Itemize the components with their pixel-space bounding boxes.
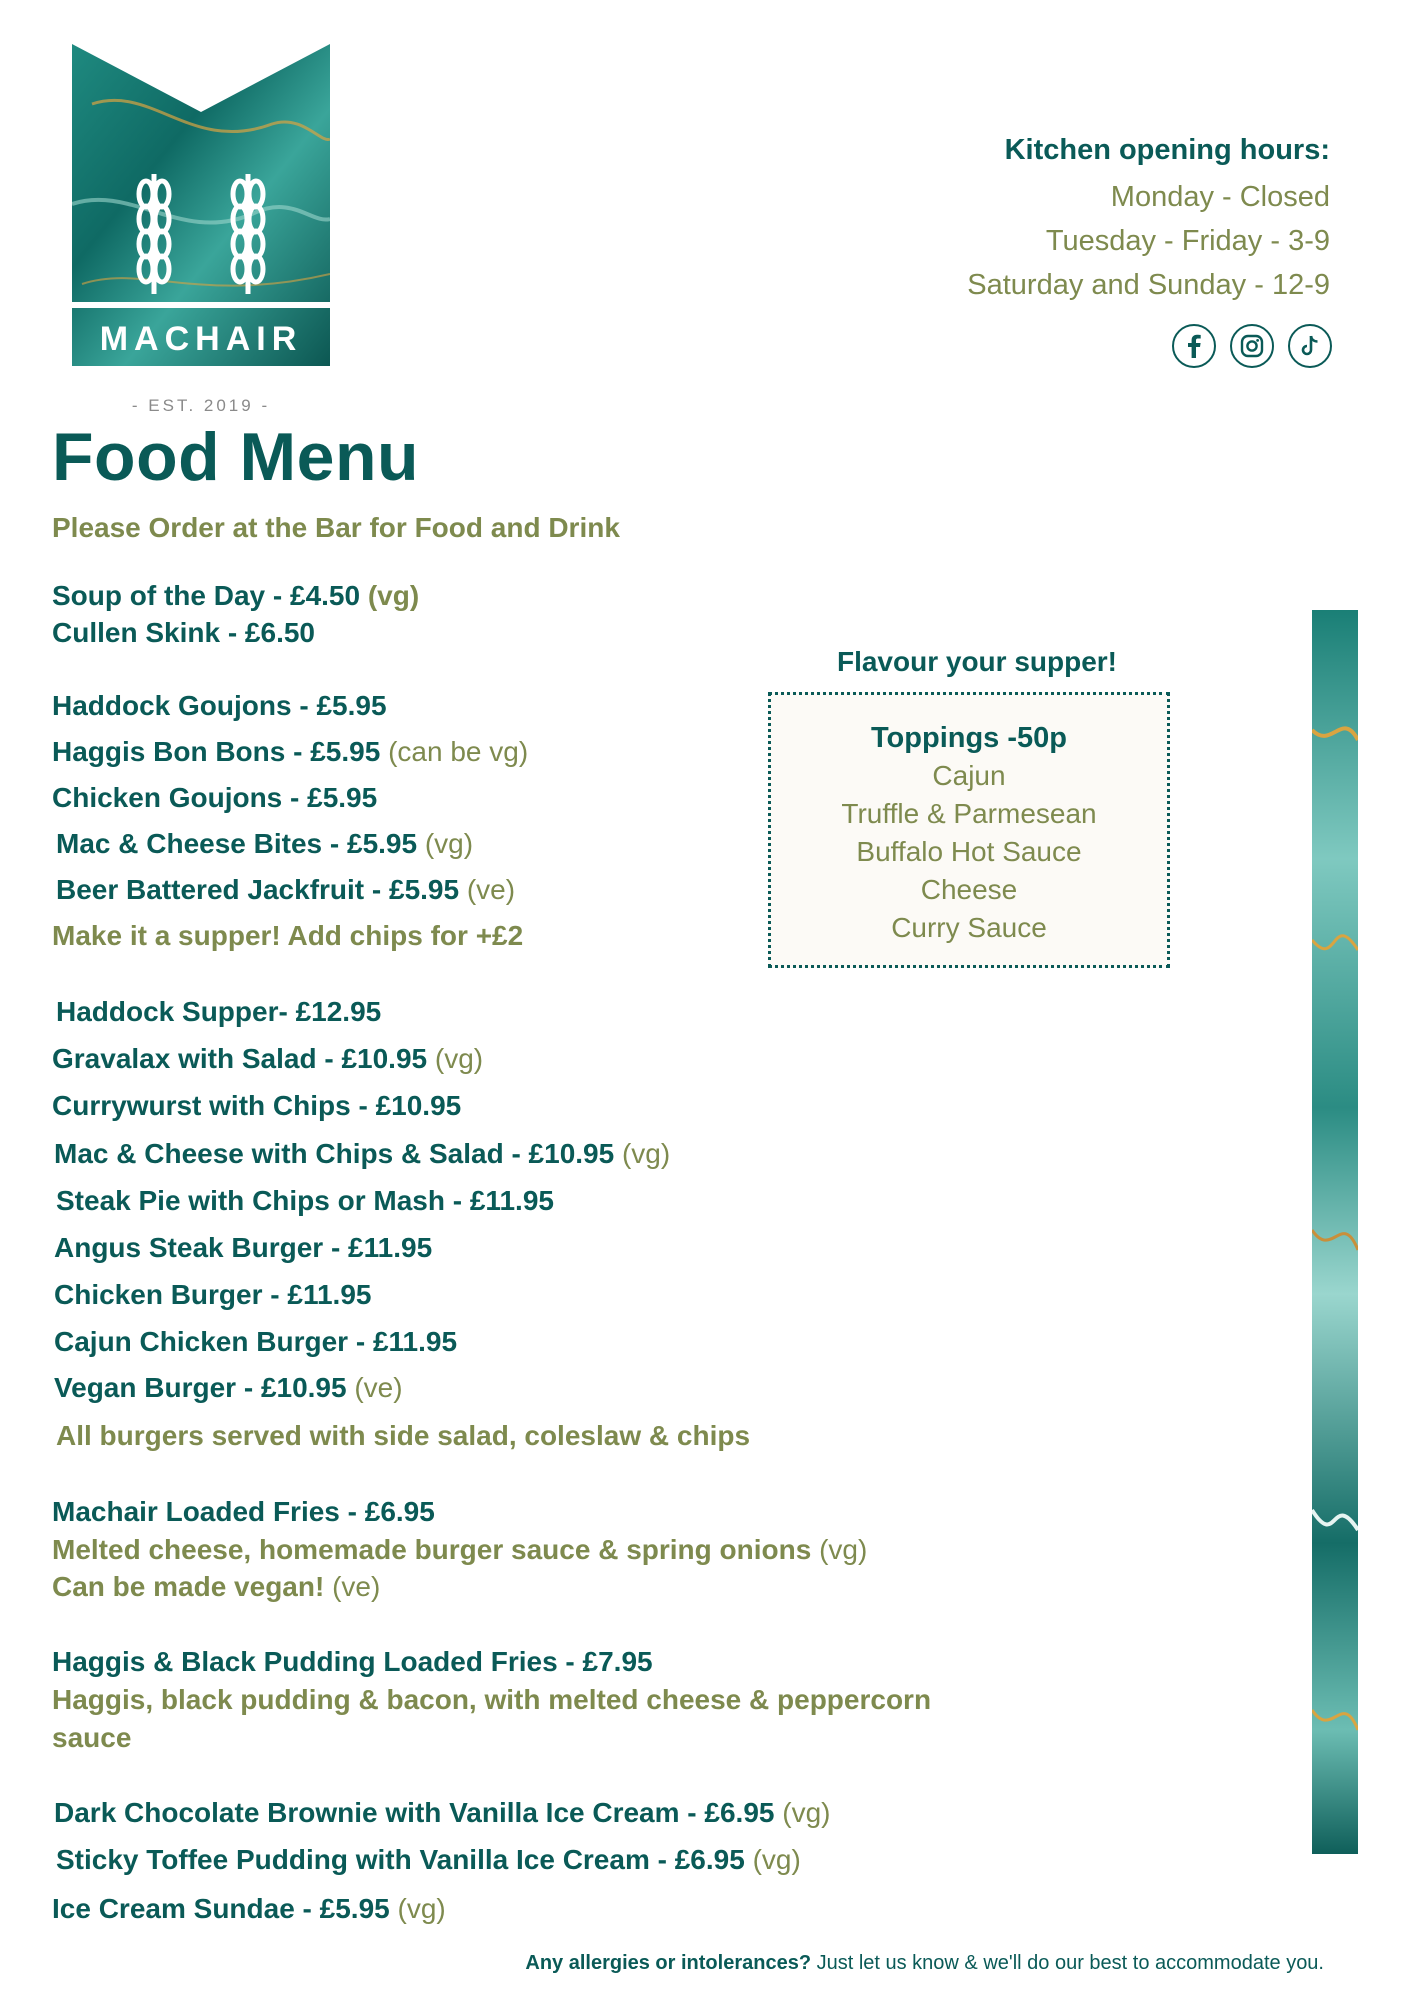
kitchen-hours — [967, 134, 1330, 307]
menu-item — [54, 1138, 670, 1170]
item-name: Haddock Goujons - £5.95 — [52, 690, 387, 721]
item-name: Ice Cream Sundae - £5.95 — [52, 1893, 390, 1924]
menu-item — [52, 1090, 461, 1122]
item-name: Dark Chocolate Brownie with Vanilla Ice Cream - £6.95 — [54, 1797, 775, 1828]
item-name: Soup of the Day - £4.50 — [52, 580, 361, 611]
toppings-title: Toppings -50p — [870, 722, 1067, 754]
item-name: Gravalax with Salad - £10.95 — [52, 1043, 428, 1074]
menu-item — [52, 690, 387, 722]
item-tag: (vg) — [819, 1534, 868, 1565]
item-tag: (vg) — [397, 1893, 446, 1924]
hours-line: Saturday and Sunday - 12-9 — [967, 269, 1330, 301]
topping-item: Cajun — [932, 760, 1006, 791]
facebook-icon[interactable] — [1172, 324, 1216, 368]
item-tag: (vg) — [782, 1797, 831, 1828]
menu-item — [56, 828, 473, 860]
item-tag: (can be vg) — [388, 736, 529, 767]
item-name: Currywurst with Chips - £10.95 — [52, 1090, 462, 1121]
supper-note: Make it a supper! Add chips for +£2 — [52, 920, 524, 951]
hours-line: Tuesday - Friday - 3-9 — [1045, 225, 1330, 257]
toppings-box — [768, 692, 1170, 968]
hours-title: Kitchen opening hours: — [1004, 134, 1330, 166]
menu-item — [52, 1043, 483, 1075]
menu-item — [52, 736, 528, 768]
social-links — [1172, 324, 1332, 368]
item-name: Chicken Burger - £11.95 — [54, 1279, 372, 1310]
item-tag: (vg) — [752, 1844, 801, 1875]
item-name: Cullen Skink - £6.50 — [52, 617, 315, 648]
menu-item — [54, 1232, 432, 1264]
menu-item — [54, 1279, 371, 1311]
allergy-footer — [525, 1952, 1324, 1975]
topping-item: Buffalo Hot Sauce — [856, 836, 1082, 867]
menu-item — [52, 1646, 653, 1678]
marble-strip — [1312, 610, 1358, 1854]
footer-text: Just let us know & we'll do our best to accommodate you. — [811, 1952, 1324, 1974]
burger-note: All burgers served with side salad, coleslaw & chips — [56, 1420, 751, 1451]
machair-logo — [72, 44, 330, 366]
menu-item — [56, 1844, 801, 1876]
item-name: Chicken Goujons - £5.95 — [52, 782, 378, 813]
item-name: Haggis Bon Bons - £5.95 — [52, 736, 381, 767]
item-name: Angus Steak Burger - £11.95 — [54, 1232, 433, 1263]
logo-text: MACHAIR — [99, 320, 303, 358]
item-tag: (vg) — [621, 1138, 671, 1169]
menu-item — [52, 782, 377, 814]
hours-line: Monday - Closed — [1110, 181, 1330, 213]
established-label: - EST. 2019 - — [131, 396, 271, 415]
item-name: Haggis & Black Pudding Loaded Fries - £7.95 — [52, 1646, 653, 1677]
menu-item — [56, 996, 381, 1028]
item-name: Cajun Chicken Burger - £11.95 — [54, 1326, 458, 1357]
menu-item — [54, 1372, 403, 1404]
item-tag: (ve) — [354, 1372, 403, 1403]
menu-item — [54, 1797, 831, 1829]
item-name: Haddock Supper- £12.95 — [56, 996, 382, 1027]
topping-item: Cheese — [920, 874, 1018, 905]
flavour-title: Flavour your supper! — [836, 646, 1118, 677]
menu-item — [52, 1893, 446, 1925]
vegan-note — [52, 1571, 380, 1603]
item-description: sauce — [52, 1722, 132, 1753]
vegan-text: Can be made vegan! — [52, 1571, 325, 1602]
item-name: Machair Loaded Fries - £6.95 — [52, 1496, 435, 1527]
page-title: Food Menu — [52, 419, 420, 495]
item-name: Mac & Cheese with Chips & Salad - £10.95 — [54, 1138, 615, 1169]
menu-item — [52, 580, 419, 612]
item-name: Steak Pie with Chips or Mash - £11.95 — [56, 1185, 554, 1216]
item-tag: (vg) — [367, 580, 420, 611]
item-tag: (ve) — [466, 874, 516, 905]
item-name: Mac & Cheese Bites - £5.95 — [56, 828, 418, 859]
footer-bold: Any allergies or intolerances? — [525, 1952, 812, 1974]
tiktok-icon[interactable] — [1288, 324, 1332, 368]
instagram-icon[interactable] — [1230, 324, 1274, 368]
description-text: Melted cheese, homemade burger sauce & spring onions — [52, 1534, 812, 1565]
menu-item — [56, 874, 515, 906]
item-name: Vegan Burger - £10.95 — [54, 1372, 347, 1403]
item-name: Sticky Toffee Pudding with Vanilla Ice Cream - £6.95 — [56, 1844, 745, 1875]
item-tag: (ve) — [332, 1571, 381, 1602]
menu-item — [54, 1326, 457, 1358]
menu-item — [52, 1496, 435, 1528]
page-subtitle: Please Order at the Bar for Food and Drink — [52, 512, 620, 543]
topping-item: Curry Sauce — [891, 912, 1047, 943]
item-tag: (vg) — [424, 828, 474, 859]
menu-item — [56, 1185, 554, 1217]
item-tag: (vg) — [434, 1043, 484, 1074]
topping-item: Truffle & Parmesean — [841, 798, 1097, 829]
menu-item — [52, 617, 315, 649]
item-description: Haggis, black pudding & bacon, with melted cheese & peppercorn — [52, 1684, 932, 1715]
item-description — [52, 1534, 867, 1566]
item-name: Beer Battered Jackfruit - £5.95 — [56, 874, 460, 905]
